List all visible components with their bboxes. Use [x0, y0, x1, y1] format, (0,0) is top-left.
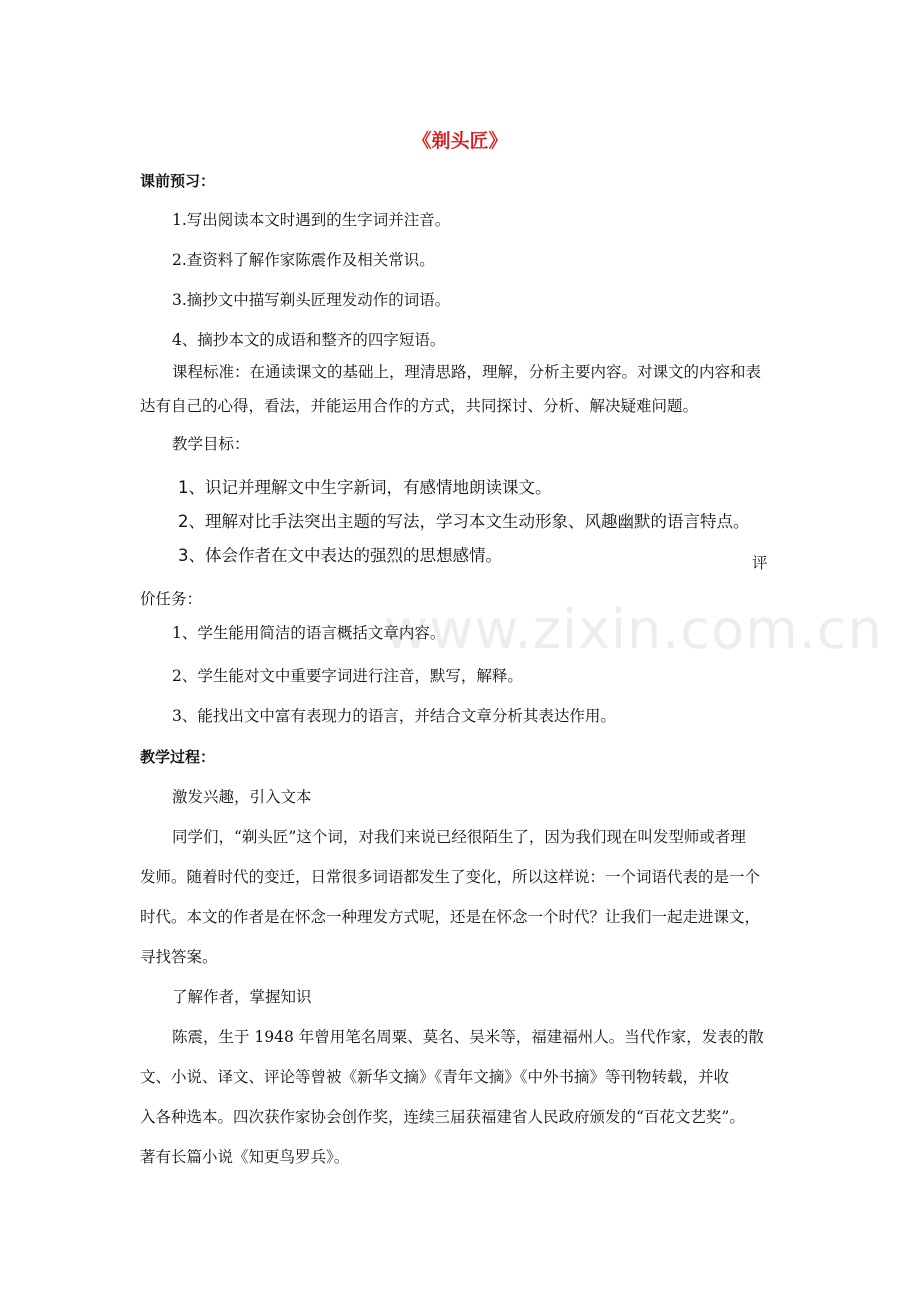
evaluation-item: 1、学生能用简洁的语言概括文章内容。 — [172, 624, 446, 642]
process-heading: 教学过程： — [140, 748, 216, 766]
process-step: 激发兴趣，引入文本 — [172, 788, 312, 806]
standard-line: 课程标准：在通读课文的基础上，理清思路，理解，分析主要内容。对课文的内容和表 — [172, 363, 762, 381]
preview-item: 4、摘抄本文的成语和整齐的四字短语。 — [172, 331, 446, 349]
goals-heading: 教学目标： — [172, 435, 250, 453]
standard-line: 达有自己的心得，看法，并能运用合作的方式，共同探讨、分析、解决疑难问题。 — [140, 397, 699, 415]
paragraph-line: 时代。本文的作者是在怀念一种理发方式呢，还是在怀念一个时代？让我们一起走进课文， — [140, 908, 761, 926]
goal-item: 2、理解对比手法突出主题的写法，学习本文生动形象、风趣幽默的语言特点。 — [178, 512, 750, 531]
preview-item: 1.写出阅读本文时遇到的生字词并注音。 — [172, 211, 451, 229]
evaluation-item: 2、学生能对文中重要字词进行注音，默写，解释。 — [172, 667, 523, 685]
evaluation-side-char: 评 — [752, 554, 768, 572]
paragraph-line: 同学们，“剃头匠”这个词，对我们来说已经很陌生了，因为我们现在叫发型师或者理 — [172, 828, 746, 846]
preview-heading: 课前预习： — [140, 172, 216, 190]
paragraph-line: 陈震，生于 1948 年曾用笔名周粟、莫名、吴米等，福建福州人。当代作家，发表的散 — [172, 1028, 764, 1046]
paragraph-line: 入各种选本。四次获作家协会创作奖，连续三届获福建省人民政府颁发的“百花文艺奖”。 — [140, 1108, 745, 1126]
document-title: 《剃头匠》 — [412, 130, 508, 152]
evaluation-heading: 价任务： — [140, 590, 203, 608]
paragraph-line: 寻找答案。 — [140, 948, 218, 966]
goal-item: 1、识记并理解文中生字新词，有感情地朗读课文。 — [178, 478, 552, 497]
preview-item: 3.摘抄文中描写剃头匠理发动作的词语。 — [172, 291, 451, 309]
preview-item: 2.查资料了解作家陈震作及相关常识。 — [172, 251, 435, 269]
watermark: www.zixin.com.cn — [384, 598, 883, 661]
evaluation-item: 3、能找出文中富有表现力的语言，并结合文章分析其表达作用。 — [172, 707, 616, 725]
paragraph-line: 文、小说、译文、评论等曾被《新华文摘》《青年文摘》《中外书摘》等刊物转载，并收 — [140, 1068, 730, 1086]
process-step: 了解作者，掌握知识 — [172, 988, 312, 1006]
paragraph-line: 发师。随着时代的变迁，日常很多词语都发生了变化，所以这样说：一个词语代表的是一个 — [140, 868, 761, 886]
goal-item: 3、体会作者在文中表达的强烈的思想感情。 — [178, 546, 502, 565]
paragraph-line: 著有长篇小说《知更鸟罗兵》。 — [140, 1148, 350, 1166]
